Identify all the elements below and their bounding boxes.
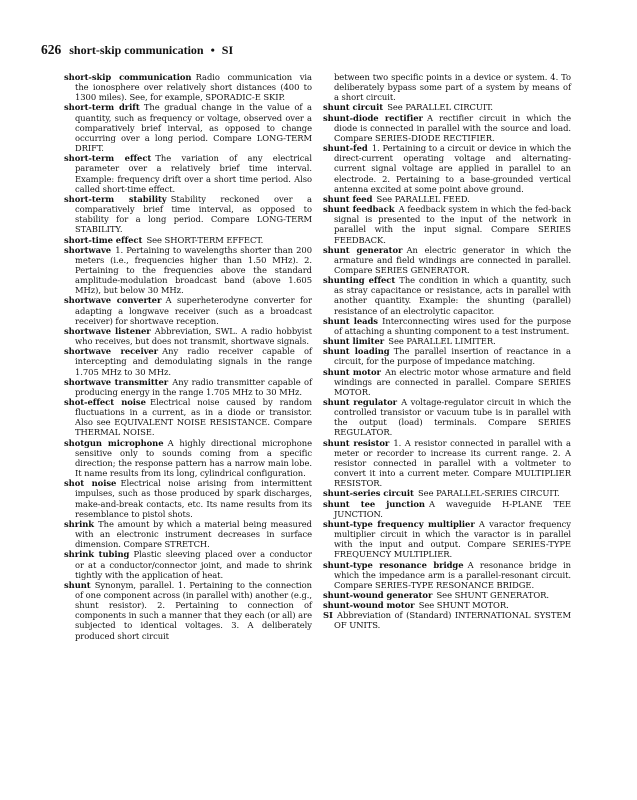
- dictionary-entry: [323, 397, 571, 438]
- entry-term: shunt-fed: [323, 143, 368, 154]
- dictionary-entry: [323, 610, 571, 630]
- entry-definition: A voltage-regulator circuit in which the controlled transistor or vacuum tube is in parallel with the output (load) terminals. Compare SERIES REGULATOR.: [334, 397, 572, 438]
- entry-definition: The parallel insertion of reactance in a circuit, for the purpose of impedance matching.: [334, 346, 571, 367]
- entry-definition: A superheterodyne converter for adapting a longwave receiver (such as a broadcast receiver) for shortwave reception.: [75, 295, 312, 326]
- entry-term: shunt-wound motor: [323, 600, 415, 611]
- entry-definition: A varactor frequency multiplier circuit in which the varactor is in parallel with the input and output. Compare SERIES-TYPE FREQUENCY MULTIPLIER.: [334, 518, 571, 560]
- dictionary-entry: [323, 438, 571, 489]
- dictionary-entry: [64, 194, 312, 235]
- entry-term: shunt-series circuit: [323, 488, 414, 499]
- entry-term: shot-effect noise: [64, 397, 146, 407]
- dictionary-entry: [64, 153, 312, 194]
- dictionary-entry: [64, 519, 312, 549]
- entry-term: shunting effect: [323, 275, 396, 286]
- entry-term: shortwave transmitter: [64, 376, 169, 387]
- dictionary-entry: [323, 113, 571, 143]
- entry-definition: 1. A resistor connected in parallel with a meter or recorder to increase its current range. 2. A resistor connected in parallel with a voltmeter to convert it into a current meter. Compare MULTIPLIER RESISTOR.: [334, 437, 571, 489]
- entry-term: shunt feedback: [323, 204, 395, 215]
- entry-definition: An electric motor whose armature and field windings are connected in parallel. Compare SERIES MOTOR.: [334, 366, 572, 397]
- entry-term: shunt: [64, 579, 91, 590]
- entry-definition: Electrical noise arising from intermittent impulses, such as those produced by spark discharges, make-and-break contacts, etc. Its name results from its resemblance to pistol shots.: [75, 478, 312, 519]
- dictionary-entry: [323, 275, 571, 316]
- dictionary-entry: [323, 143, 571, 194]
- left-column: [64, 72, 312, 641]
- dictionary-entry: [64, 377, 312, 397]
- entry-term: shunt regulator: [323, 397, 398, 407]
- entry-definition: The condition in which a quantity, such as stray capacitance or resistance, acts in parallel with another quantity. Example: the shunting (parallel) resistance of an electrolytic capacitor.: [334, 275, 571, 316]
- entry-definition: A highly directional microphone sensitive only to sounds coming from a specific direction; the response pattern has a narrow main lobe. It name results from its long, cylindrical configuration.: [75, 437, 312, 479]
- entry-term: shortwave: [64, 244, 112, 255]
- dictionary-entry: [64, 549, 312, 579]
- entry-term: shortwave listener: [64, 325, 151, 336]
- running-head: short-skip communication: [69, 43, 204, 57]
- dictionary-entry: [323, 102, 571, 112]
- dictionary-entry: [323, 72, 571, 102]
- dictionary-entry: [64, 580, 312, 641]
- entry-definition: See PARALLEL LIMITER.: [388, 336, 496, 347]
- entry-definition: Radio communication via the ionosphere over relatively short distances (400 to 1300 miles). See, for example, SPORADIC-E SKIP.: [75, 72, 312, 103]
- dictionary-entry: [323, 519, 571, 560]
- entry-term: shunt loading: [323, 346, 390, 357]
- dictionary-entry: [64, 235, 312, 245]
- page-number: 626: [41, 42, 62, 57]
- entry-term: shot noise: [64, 478, 117, 489]
- entry-term: shunt resistor: [323, 437, 390, 448]
- entry-term: shunt-wound generator: [323, 589, 433, 600]
- entry-term: shunt leads: [323, 315, 378, 326]
- dictionary-entry: [64, 295, 312, 325]
- entry-definition: The gradual change in the value of a quantity, such as frequency or voltage, observed over a comparatively brief interval, as opposed to change occurring over a long period. Compare LONG-TERM DRIFT.: [75, 102, 312, 154]
- dictionary-entry: [64, 438, 312, 479]
- entry-definition: Abbreviation of (Standard) INTERNATIONAL SYSTEM OF UNITS.: [334, 610, 571, 631]
- dictionary-entry: [323, 316, 571, 336]
- entry-definition: See PARALLEL CIRCUIT.: [387, 102, 494, 113]
- entry-definition: between two specific points in a device or system. 4. To deliberately bypass some part of a system by means of a short circuit.: [334, 72, 571, 103]
- entry-term: shunt limiter: [323, 336, 385, 347]
- dictionary-entry: [323, 245, 571, 275]
- dictionary-entry: [64, 478, 312, 519]
- dictionary-entry: [323, 346, 571, 366]
- dictionary-entry: [323, 204, 571, 245]
- dictionary-entry: [323, 336, 571, 346]
- entry-definition: See SHUNT MOTOR.: [418, 600, 509, 611]
- dictionary-entry: [64, 326, 312, 346]
- entry-definition: Electrical noise caused by random fluctuations in a current, as in a diode or transistor. Also see EQUIVALENT NOISE RESISTANCE. Compare THERMAL NOISE.: [75, 397, 312, 438]
- entry-definition: Any radio receiver capable of intercepting and demodulating signals in the range 1.705 MHz to 30 MHz.: [75, 346, 312, 377]
- entry-definition: A rectifier circuit in which the diode is connected in parallel with the source and load. Compare SERIES-DIODE RECTIFIER.: [334, 112, 571, 143]
- entry-term: shunt-type frequency multiplier: [323, 518, 475, 529]
- entry-definition: A feedback system in which the fed-back signal is presented to the input of the network in parallel with the input signal. Compare SERIES FEEDBACK.: [334, 204, 571, 245]
- entry-definition: Stability reckoned over a comparatively brief time interval, as opposed to stability for a long period. Compare LONG-TERM STABILITY.: [75, 193, 312, 235]
- entry-term: short-skip communication: [64, 72, 192, 82]
- section-label: SI: [221, 43, 234, 57]
- dictionary-entry: [323, 590, 571, 600]
- entry-term: shrink tubing: [64, 549, 130, 560]
- entry-definition: See SHORT-TERM EFFECT.: [146, 234, 264, 245]
- entry-definition: Abbreviation, SWL. A radio hobbyist who receives, but does not transmit, shortwave signals.: [75, 325, 312, 347]
- dictionary-entry: [323, 194, 571, 204]
- entry-term: shunt motor: [323, 366, 381, 377]
- entry-term: short-term stability: [64, 193, 167, 204]
- entry-definition: See PARALLEL FEED.: [376, 193, 470, 204]
- entry-term: short-term effect: [64, 153, 152, 164]
- page-header: [41, 42, 601, 58]
- entry-definition: The amount by which a material being measured with an electronic instrument decreases in surface dimension. Compare STRETCH.: [75, 518, 312, 550]
- entry-definition: A resonance bridge in which the impedance arm is a parallel-resonant circuit. Compare SERIES-TYPE RESONANCE BRIDGE.: [334, 559, 571, 590]
- dictionary-entry: [323, 499, 571, 519]
- dictionary-entry: [323, 488, 571, 498]
- dictionary-entry: [323, 600, 571, 610]
- dictionary-entry: [64, 72, 312, 102]
- dictionary-entry: [323, 367, 571, 397]
- entry-definition: Any radio transmitter capable of producing energy in the range 1.705 MHz to 30 MHz.: [75, 376, 312, 397]
- entry-term: shunt tee junction: [323, 498, 425, 509]
- dictionary-entry: [64, 346, 312, 376]
- entry-definition: A waveguide H-PLANE TEE JUNCTION.: [334, 498, 571, 519]
- entry-definition: Plastic sleeving placed over a conductor or at a conductor/connector joint, and made to shrink tightly with the application of heat.: [75, 549, 312, 580]
- entry-definition: Interconnecting wires used for the purpose of attaching a shunting component to a test instrument.: [334, 315, 571, 336]
- entry-term: SI: [323, 610, 333, 621]
- entry-definition: 1. Pertaining to wavelengths shorter than 200 meters (i.e., frequencies higher than 1.50 MHz). 2. Pertaining to the frequencies above the standard amplitude-modulation broadcast band (above 1.605 MHz), but below 30 MHz.: [75, 244, 312, 296]
- entry-definition: See PARALLEL-SERIES CIRCUIT.: [418, 488, 560, 499]
- entry-term: shrink: [64, 518, 94, 529]
- entry-term: shunt-type resonance bridge: [323, 559, 464, 570]
- entry-term: shunt-diode rectifier: [323, 112, 423, 123]
- entry-definition: Synonym, parallel. 1. Pertaining to the connection of one component across (in parallel with) another (e.g., shunt resistor). 2. Pertaining to connection of components in such a manner that they each (or all) are subjected to identical voltages. 3. A deliberately produced short circuit: [75, 579, 312, 641]
- entry-definition: See SHUNT GENERATOR.: [436, 589, 550, 600]
- entry-term: shunt feed: [323, 193, 373, 204]
- entry-term: shortwave converter: [64, 295, 162, 306]
- entry-term: shunt generator: [323, 244, 403, 255]
- entry-definition: The variation of any electrical parameter over a relatively brief time interval. Example: frequency drift over a short time period. Also called short-time effect.: [75, 153, 313, 194]
- entry-term: short-term drift: [64, 102, 140, 113]
- entry-term: shunt circuit: [323, 102, 384, 113]
- dictionary-entry: [323, 560, 571, 590]
- dictionary-entry: [64, 397, 312, 438]
- dictionary-entry: [64, 102, 312, 153]
- entry-definition: An electric generator in which the armature and field windings are connected in parallel. Compare SERIES GENERATOR.: [334, 244, 571, 275]
- right-column: [323, 72, 571, 631]
- entry-definition: 1. Pertaining to a circuit or device in which the direct-current operating voltage and alternating-current signal voltage are applied in parallel to an electrode. 2. Pertaining to a base-grounded vertical antenna excited at some point above ground.: [334, 143, 571, 194]
- entry-term: short-time effect: [64, 234, 143, 245]
- entry-term: shotgun microphone: [64, 437, 164, 448]
- header-separator: •: [210, 43, 215, 57]
- entry-term: shortwave receiver: [64, 346, 159, 357]
- dictionary-entry: [64, 245, 312, 296]
